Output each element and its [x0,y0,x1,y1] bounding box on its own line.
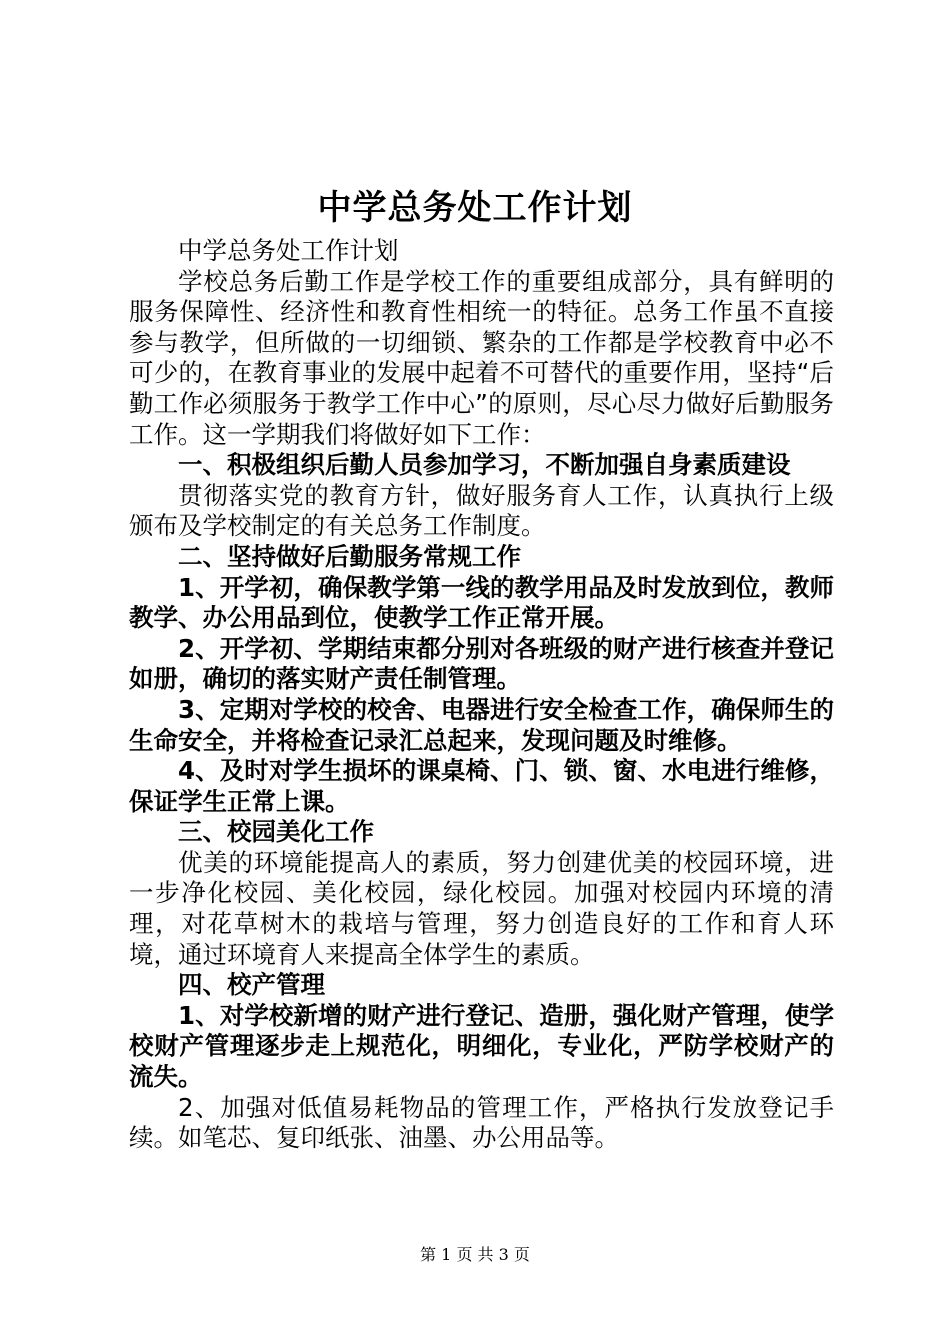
list-item-2-3: 3、定期对学校的校舍、电器进行安全检查工作，确保师生的生命安全，并将检查记录汇总起来，发现问题及时维修。 [129,694,834,755]
document-body [129,236,834,1154]
page-number-footer: 第 1 页 共 3 页 [420,1245,530,1264]
section-heading-1: 一、积极组织后勤人员参加学习，不断加强自身素质建设 [178,450,791,480]
paragraph-0: 中学总务处工作计划 [178,236,399,265]
list-item-4-2: 2、加强对低值易耗物品的管理工作，严格执行发放登记手续。如笔芯、复印纸张、油墨、办公用品等。 [129,1092,834,1153]
paragraph-10: 优美的环境能提高人的素质，努力创建优美的校园环境，进一步净化校园、美化校园，绿化校园。加强对校园内环境的清理，对花草树木的栽培与管理，努力创造良好的工作和育人环境，通过环境育人来提高全体学生的素质。 [129,847,834,969]
list-item-4-1: 1、对学校新增的财产进行登记、造册，强化财产管理，使学校财产管理逐步走上规范化，明细化，专业化，严防学校财产的流失。 [129,1000,834,1092]
document-title: 中学总务处工作计划 [317,188,633,228]
section-heading-4: 四、校产管理 [178,970,325,1000]
section-heading-3: 三、校园美化工作 [178,817,374,847]
list-item-2-1: 1、开学初，确保教学第一线的教学用品及时发放到位，教师教学、办公用品到位，使教学工作正常开展。 [129,572,834,633]
section-heading-2: 二、坚持做好后勤服务常规工作 [178,541,521,571]
list-item-2-4: 4、及时对学生损坏的课桌椅、门、锁、窗、水电进行维修，保证学生正常上课。 [129,756,834,816]
paragraph-1: 学校总务后勤工作是学校工作的重要组成部分，具有鲜明的服务保障性、经济性和教育性相统一的特征。总务工作虽不直接参与教学，但所做的一切细锁、繁杂的工作都是学校教育中必不可少的，在教育事业的发展中起着不可替代的重要作用，坚持“后勤工作必须服务于教学工作中心”的原则，尽心尽力做好后勤服务工作。这一学期我们将做好如下工作： [129,266,834,449]
list-item-2-2: 2、开学初、学期结束都分别对各班级的财产进行核查并登记如册，确切的落实财产责任制管理。 [129,633,834,694]
paragraph-3: 贯彻落实党的教育方针，做好服务育人工作，认真执行上级颁布及学校制定的有关总务工作制度。 [129,480,834,541]
